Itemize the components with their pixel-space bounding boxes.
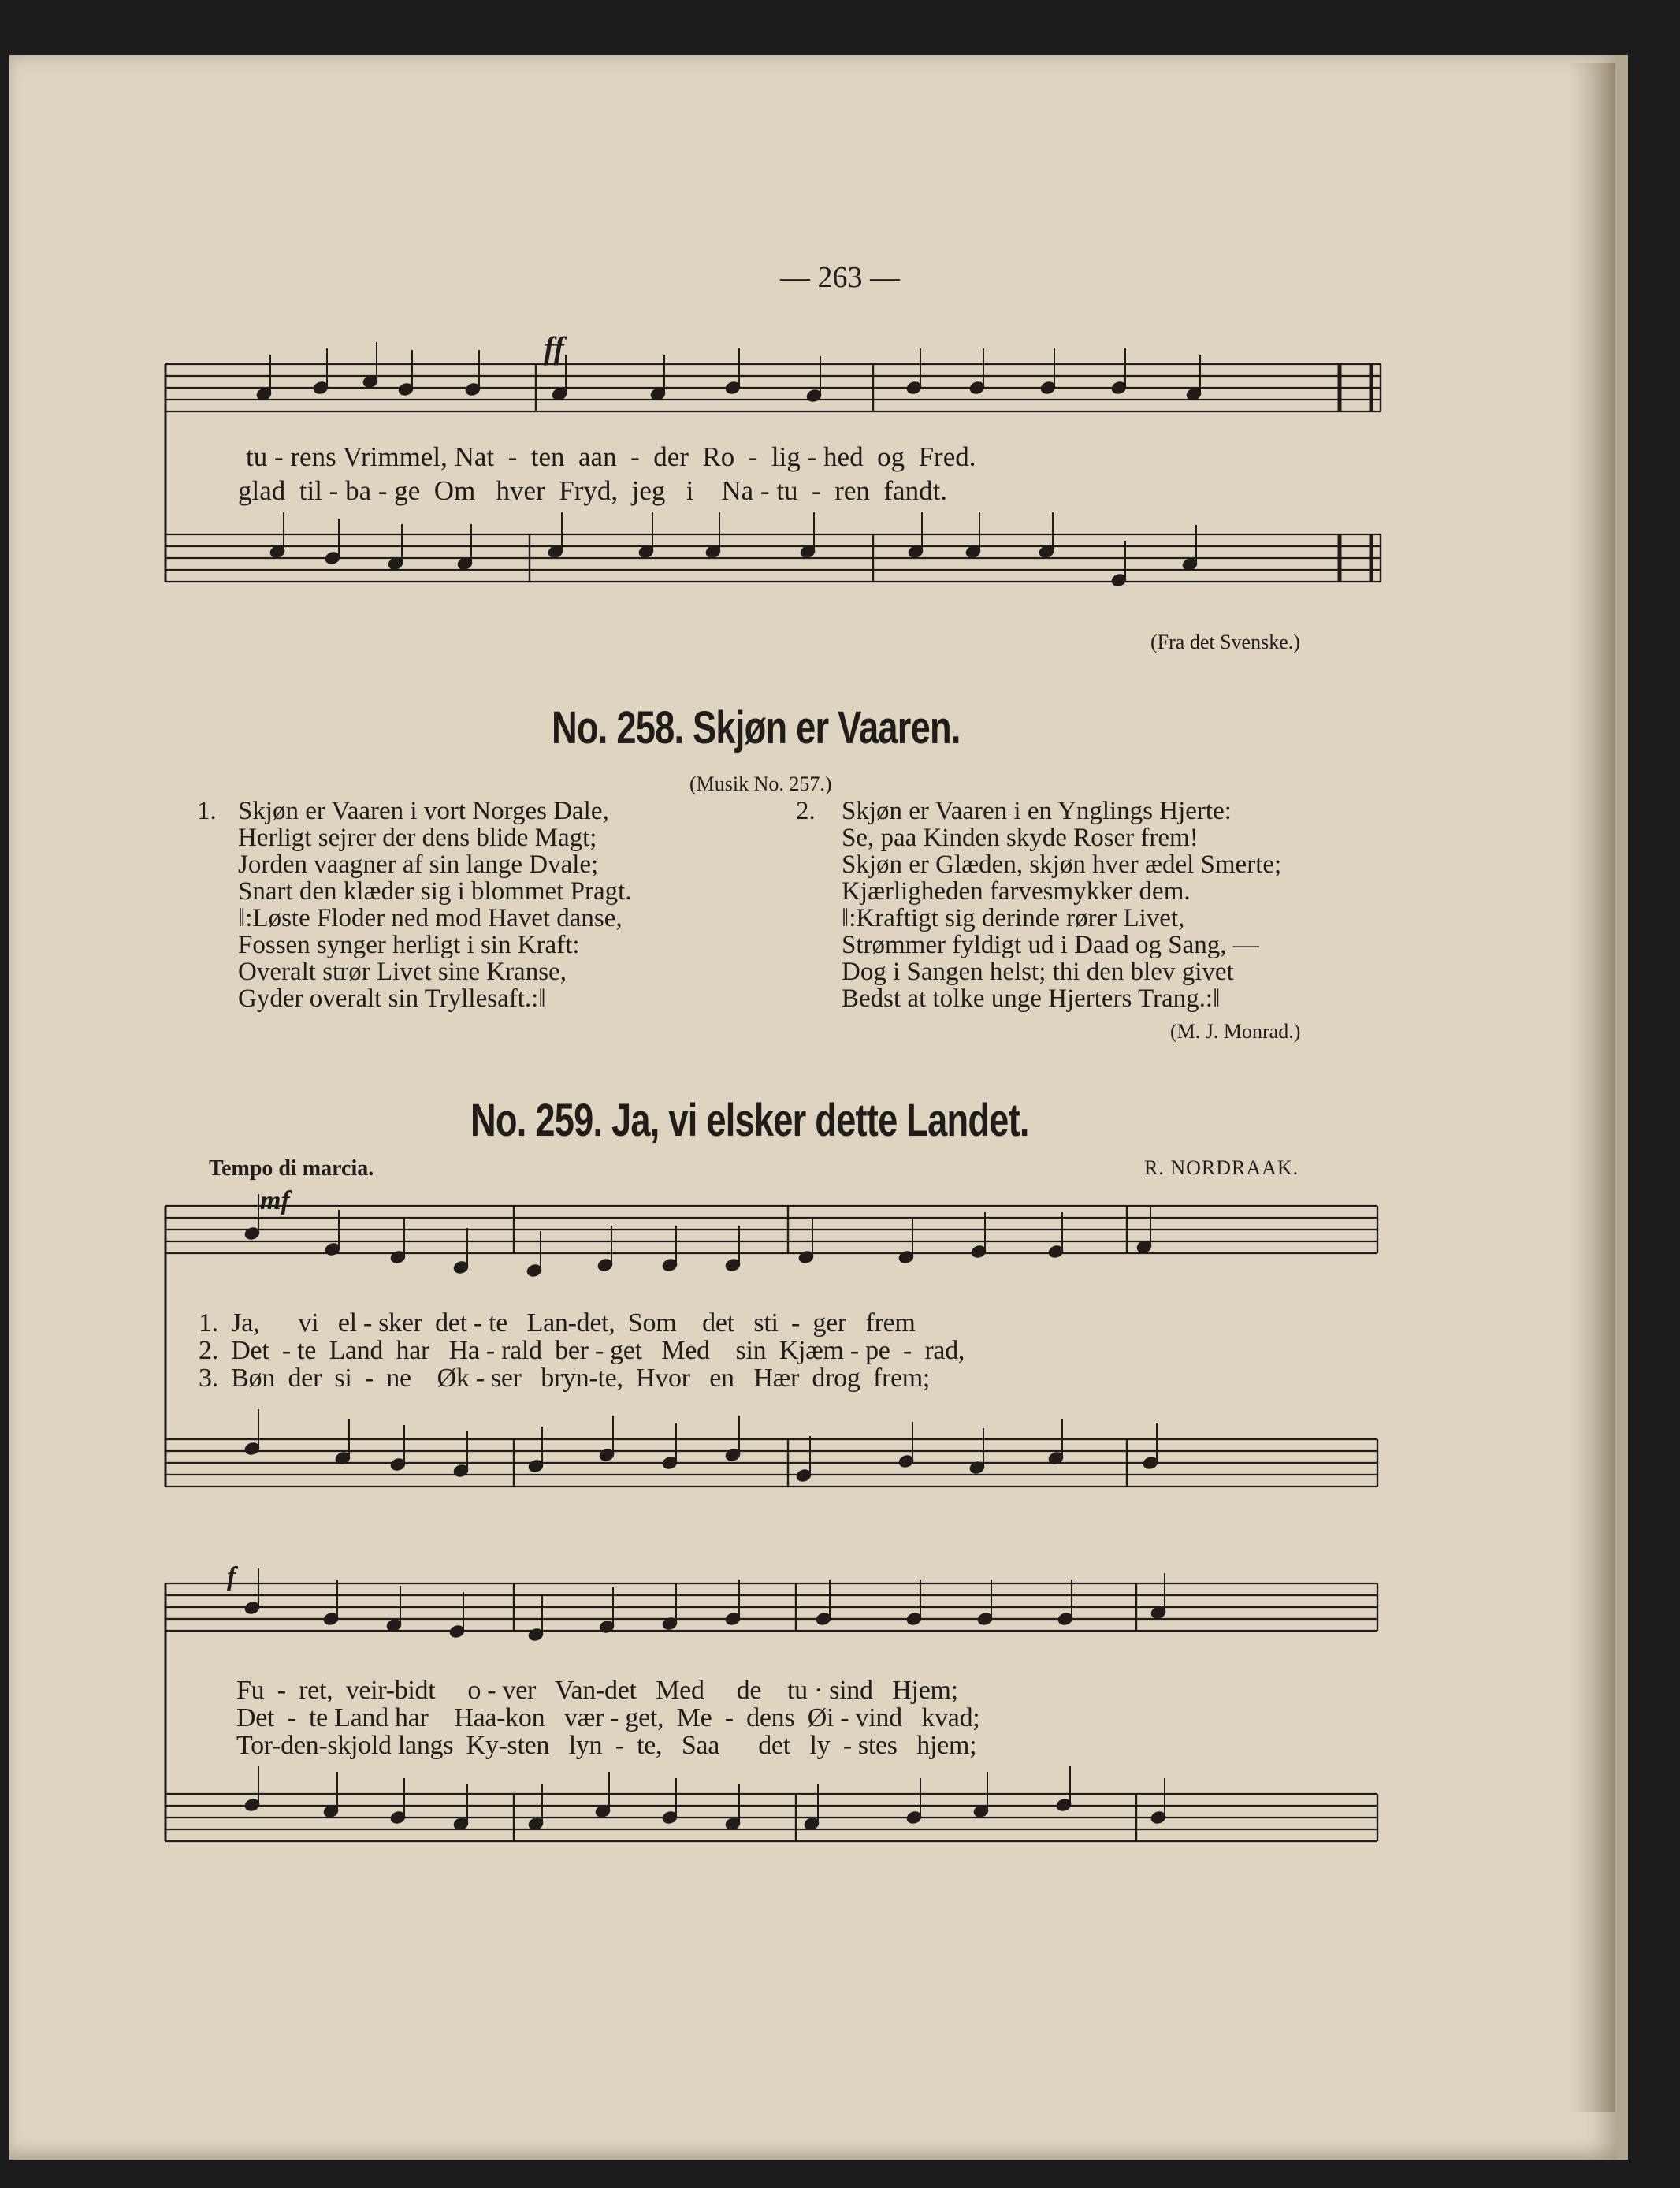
lyric-verse-3: 3. Bøn der si - ne Øk - ser bryn-te, Hvor en Hær drog frem;: [199, 1364, 931, 1393]
verse-1: [238, 798, 632, 1012]
verse-2-line: Strømmer fyldigt ud i Daad og Sang, —: [842, 931, 1259, 959]
verse-number-2: 2.: [796, 797, 816, 825]
verse-1-line: Overalt strør Livet sine Kranse,: [238, 958, 567, 986]
page-number: — 263 —: [780, 261, 900, 294]
lyric-verse-2: 2. Det - te Land har Ha - rald ber - get Med sin Kjæm - pe - rad,: [199, 1336, 965, 1365]
verse-1-line: Skjøn er Vaaren i vort Norges Dale,: [238, 797, 609, 825]
lyric-verse-1: 1. Ja, vi el - sker det - te Lan-det, Som det sti - ger frem: [199, 1308, 916, 1338]
dynamic-marking-mf: mf: [260, 1186, 290, 1215]
lyric-line-2: glad til - ba - ge Om hver Fryd, jeg i Na - tu - ren fandt.: [238, 475, 948, 506]
verse-2: [842, 798, 1281, 1012]
song-title-258: No. 258. Skjøn er Vaaren.: [552, 702, 961, 754]
verse-1-line: Snart den klæder sig i blommet Pragt.: [238, 877, 632, 906]
verse-2-line: Se, paa Kinden skyde Roser frem!: [842, 824, 1199, 852]
verse-2-line: Kjærligheden farvesmykker dem.: [842, 877, 1191, 906]
verse-1-line: Fossen synger herligt i sin Kraft:: [238, 931, 580, 959]
verse-1-line: ‖:Løste Floder ned mod Havet danse,: [238, 904, 623, 932]
verse-2-line: Skjøn er Vaaren i en Ynglings Hjerte:: [842, 797, 1232, 825]
lyric-line-1: tu - rens Vrimmel, Nat - ten aan - der Ro - lig - hed og Fred.: [246, 441, 976, 472]
verse-1-line: Jorden vaagner af sin lange Dvale;: [238, 850, 599, 879]
music-reference: (Musik No. 257.): [689, 772, 832, 795]
verse-2-line: ‖:Kraftigt sig derinde rører Livet,: [842, 904, 1185, 932]
verse-2-line: Dog i Sangen helst; thi den blev givet: [842, 958, 1234, 986]
lyric-verse-2-cont: Det - te Land har Haa-kon vær - get, Me - dens Øi - vind kvad;: [236, 1703, 980, 1732]
composer-credit: R. NORDRAAK.: [1144, 1156, 1299, 1179]
dynamic-marking-f: f: [227, 1562, 236, 1591]
source-note: (Fra det Svenske.): [1150, 631, 1300, 653]
verse-1-line: Gyder overalt sin Tryllesaft.:‖: [238, 984, 546, 1013]
verse-1-line: Herligt sejrer der dens blide Magt;: [238, 824, 597, 852]
lyric-verse-1-cont: Fu - ret, veir-bidt o - ver Van-det Med de tu · sind Hjem;: [236, 1676, 958, 1705]
verse-number-1: 1.: [197, 797, 217, 825]
tempo-marking: Tempo di marcia.: [209, 1156, 374, 1181]
verse-2-line: Bedst at tolke unge Hjerters Trang.:‖: [842, 984, 1221, 1013]
song-title-259: No. 259. Ja, vi elsker dette Landet.: [470, 1095, 1029, 1146]
lyric-verse-3-cont: Tor-den-skjold langs Ky-sten lyn - te, Saa det ly - stes hjem;: [236, 1731, 977, 1760]
verse-2-line: Skjøn er Glæden, skjøn hver ædel Smerte;: [842, 850, 1282, 879]
author-credit: (M. J. Monrad.): [1170, 1020, 1301, 1043]
dynamic-marking-ff: ff: [544, 330, 564, 366]
